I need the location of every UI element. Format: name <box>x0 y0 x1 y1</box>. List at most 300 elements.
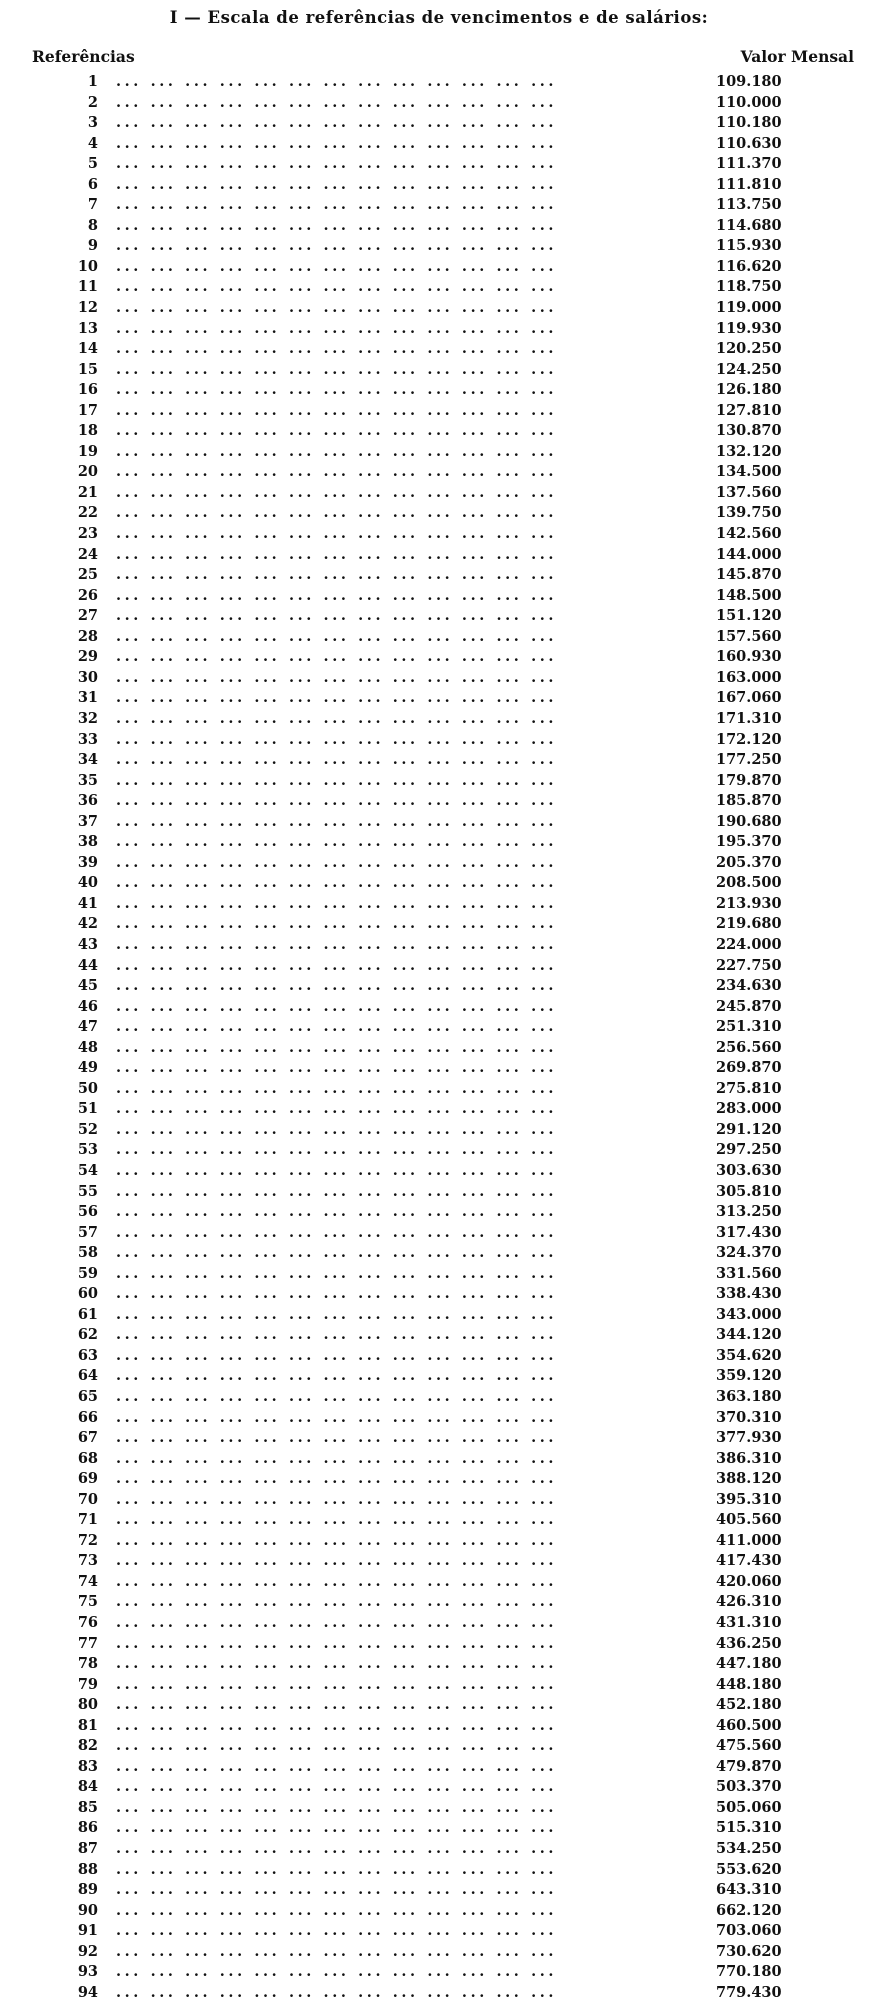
reference-number: 5 <box>87 155 98 173</box>
reference-number: 79 <box>77 1675 98 1693</box>
reference-number: 82 <box>77 1737 98 1755</box>
dot-leader: ... ... ... ... ... ... ... ... ... ... ... ... ... <box>116 278 558 296</box>
table-row <box>0 647 878 668</box>
table-row <box>0 935 878 956</box>
table-row <box>0 236 878 257</box>
dot-leader: ... ... ... ... ... ... ... ... ... ... ... ... ... <box>116 1223 558 1241</box>
dot-leader: ... ... ... ... ... ... ... ... ... ... ... ... ... <box>116 668 558 686</box>
reference-number: 11 <box>77 278 98 296</box>
monthly-value: 111.810 <box>716 175 782 193</box>
table-row <box>0 1613 878 1634</box>
dot-leader: ... ... ... ... ... ... ... ... ... ... ... ... ... <box>116 216 558 234</box>
dot-leader: ... ... ... ... ... ... ... ... ... ... ... ... ... <box>116 1346 558 1364</box>
monthly-value: 317.430 <box>716 1223 782 1241</box>
monthly-value: 134.500 <box>716 463 782 481</box>
dot-leader: ... ... ... ... ... ... ... ... ... ... ... ... ... <box>116 1634 558 1652</box>
monthly-value: 426.310 <box>716 1593 782 1611</box>
dot-leader: ... ... ... ... ... ... ... ... ... ... ... ... ... <box>116 1778 558 1796</box>
reference-number: 91 <box>77 1922 98 1940</box>
monthly-value: 160.930 <box>716 648 782 666</box>
table-row <box>0 565 878 586</box>
table-row <box>0 976 878 997</box>
reference-number: 84 <box>77 1778 98 1796</box>
monthly-value: 313.250 <box>716 1203 782 1221</box>
monthly-value: 144.000 <box>716 545 782 563</box>
table-row <box>0 1942 878 1963</box>
table-row <box>0 154 878 175</box>
dot-leader: ... ... ... ... ... ... ... ... ... ... ... ... ... <box>116 1182 558 1200</box>
dot-leader: ... ... ... ... ... ... ... ... ... ... ... ... ... <box>116 1244 558 1262</box>
monthly-value: 475.560 <box>716 1737 782 1755</box>
table-row <box>0 1757 878 1778</box>
monthly-value: 359.120 <box>716 1367 782 1385</box>
reference-number: 45 <box>77 977 98 995</box>
table-row <box>0 1161 878 1182</box>
monthly-value: 167.060 <box>716 689 782 707</box>
monthly-value: 460.500 <box>716 1716 782 1734</box>
reference-number: 27 <box>77 607 98 625</box>
table-row <box>0 1243 878 1264</box>
table-row <box>0 524 878 545</box>
reference-number: 53 <box>77 1141 98 1159</box>
table-row <box>0 401 878 422</box>
dot-leader: ... ... ... ... ... ... ... ... ... ... ... ... ... <box>116 956 558 974</box>
monthly-value: 145.870 <box>716 566 782 584</box>
dot-leader: ... ... ... ... ... ... ... ... ... ... ... ... ... <box>116 1470 558 1488</box>
dot-leader: ... ... ... ... ... ... ... ... ... ... ... ... ... <box>116 1079 558 1097</box>
monthly-value: 110.000 <box>716 93 782 111</box>
reference-number: 26 <box>77 586 98 604</box>
reference-number: 77 <box>77 1634 98 1652</box>
reference-number: 12 <box>77 299 98 317</box>
dot-leader: ... ... ... ... ... ... ... ... ... ... ... ... ... <box>116 1942 558 1960</box>
table-row <box>0 1305 878 1326</box>
table-row <box>0 1140 878 1161</box>
table-row <box>0 894 878 915</box>
reference-number: 18 <box>77 422 98 440</box>
monthly-value: 110.630 <box>716 134 782 152</box>
dot-leader: ... ... ... ... ... ... ... ... ... ... ... ... ... <box>116 1408 558 1426</box>
table-row <box>0 1428 878 1449</box>
table-row <box>0 1962 878 1983</box>
table-row <box>0 298 878 319</box>
dot-leader: ... ... ... ... ... ... ... ... ... ... ... ... ... <box>116 1038 558 1056</box>
dot-leader: ... ... ... ... ... ... ... ... ... ... ... ... ... <box>116 997 558 1015</box>
table-row <box>0 1079 878 1100</box>
monthly-value: 344.120 <box>716 1326 782 1344</box>
reference-number: 10 <box>77 257 98 275</box>
column-header-monthly-value: Valor Mensal <box>740 47 854 66</box>
table-row <box>0 442 878 463</box>
table-row <box>0 503 878 524</box>
dot-leader: ... ... ... ... ... ... ... ... ... ... ... ... ... <box>116 709 558 727</box>
table-row <box>0 421 878 442</box>
dot-leader: ... ... ... ... ... ... ... ... ... ... ... ... ... <box>116 1490 558 1508</box>
monthly-value: 179.870 <box>716 771 782 789</box>
dot-leader: ... ... ... ... ... ... ... ... ... ... ... ... ... <box>116 1840 558 1858</box>
reference-number: 22 <box>77 504 98 522</box>
reference-number: 40 <box>77 874 98 892</box>
reference-number: 19 <box>77 442 98 460</box>
reference-number: 4 <box>87 134 98 152</box>
monthly-value: 643.310 <box>716 1881 782 1899</box>
table-row <box>0 1572 878 1593</box>
reference-number: 67 <box>77 1429 98 1447</box>
reference-number: 28 <box>77 627 98 645</box>
dot-leader: ... ... ... ... ... ... ... ... ... ... ... ... ... <box>116 1059 558 1077</box>
reference-number: 31 <box>77 689 98 707</box>
dot-leader: ... ... ... ... ... ... ... ... ... ... ... ... ... <box>116 1100 558 1118</box>
monthly-value: 219.680 <box>716 915 782 933</box>
monthly-value: 126.180 <box>716 381 782 399</box>
monthly-value: 157.560 <box>716 627 782 645</box>
reference-number: 2 <box>87 93 98 111</box>
dot-leader: ... ... ... ... ... ... ... ... ... ... ... ... ... <box>116 175 558 193</box>
reference-number: 74 <box>77 1572 98 1590</box>
reference-number: 33 <box>77 730 98 748</box>
reference-number: 71 <box>77 1511 98 1529</box>
dot-leader: ... ... ... ... ... ... ... ... ... ... ... ... ... <box>116 1819 558 1837</box>
reference-number: 23 <box>77 525 98 543</box>
table-row <box>0 1551 878 1572</box>
table-row <box>0 832 878 853</box>
monthly-value: 227.750 <box>716 956 782 974</box>
column-header-references: Referências <box>32 47 135 66</box>
table-row <box>0 1058 878 1079</box>
dot-leader: ... ... ... ... ... ... ... ... ... ... ... ... ... <box>116 730 558 748</box>
reference-number: 90 <box>77 1901 98 1919</box>
table-row <box>0 175 878 196</box>
reference-number: 76 <box>77 1614 98 1632</box>
dot-leader: ... ... ... ... ... ... ... ... ... ... ... ... ... <box>116 853 558 871</box>
monthly-value: 452.180 <box>716 1696 782 1714</box>
monthly-value: 305.810 <box>716 1182 782 1200</box>
reference-number: 6 <box>87 175 98 193</box>
table-row <box>0 380 878 401</box>
monthly-value: 109.180 <box>716 73 782 90</box>
reference-number: 78 <box>77 1655 98 1673</box>
monthly-value: 111.370 <box>716 155 782 173</box>
reference-number: 62 <box>77 1326 98 1344</box>
reference-number: 35 <box>77 771 98 789</box>
dot-leader: ... ... ... ... ... ... ... ... ... ... ... ... ... <box>116 792 558 810</box>
monthly-value: 395.310 <box>716 1490 782 1508</box>
dot-leader: ... ... ... ... ... ... ... ... ... ... ... ... ... <box>116 1120 558 1138</box>
table-row <box>0 1921 878 1942</box>
table-row <box>0 113 878 134</box>
table-row <box>0 545 878 566</box>
dot-leader: ... ... ... ... ... ... ... ... ... ... ... ... ... <box>116 1922 558 1940</box>
dot-leader: ... ... ... ... ... ... ... ... ... ... ... ... ... <box>116 299 558 317</box>
table-row <box>0 1284 878 1305</box>
monthly-value: 324.370 <box>716 1244 782 1262</box>
dot-leader: ... ... ... ... ... ... ... ... ... ... ... ... ... <box>116 566 558 584</box>
table-row <box>0 586 878 607</box>
table-row <box>0 216 878 237</box>
reference-number: 9 <box>87 237 98 255</box>
reference-number: 52 <box>77 1120 98 1138</box>
dot-leader: ... ... ... ... ... ... ... ... ... ... ... ... ... <box>116 1429 558 1447</box>
reference-number: 55 <box>77 1182 98 1200</box>
reference-number: 42 <box>77 915 98 933</box>
table-row <box>0 771 878 792</box>
monthly-value: 662.120 <box>716 1901 782 1919</box>
reference-number: 30 <box>77 668 98 686</box>
monthly-value: 142.560 <box>716 525 782 543</box>
reference-number: 46 <box>77 997 98 1015</box>
dot-leader: ... ... ... ... ... ... ... ... ... ... ... ... ... <box>116 1141 558 1159</box>
table-row <box>0 1798 878 1819</box>
table-row <box>0 1120 878 1141</box>
table-row <box>0 319 878 340</box>
dot-leader: ... ... ... ... ... ... ... ... ... ... ... ... ... <box>116 586 558 604</box>
reference-number: 7 <box>87 196 98 214</box>
monthly-value: 185.870 <box>716 792 782 810</box>
dot-leader: ... ... ... ... ... ... ... ... ... ... ... ... ... <box>116 1018 558 1036</box>
table-row <box>0 709 878 730</box>
dot-leader: ... ... ... ... ... ... ... ... ... ... ... ... ... <box>116 381 558 399</box>
dot-leader: ... ... ... ... ... ... ... ... ... ... ... ... ... <box>116 607 558 625</box>
table-row <box>0 339 878 360</box>
dot-leader: ... ... ... ... ... ... ... ... ... ... ... ... ... <box>116 1798 558 1816</box>
dot-leader: ... ... ... ... ... ... ... ... ... ... ... ... ... <box>116 1203 558 1221</box>
table-row <box>0 812 878 833</box>
reference-number: 94 <box>77 1983 98 2001</box>
monthly-value: 447.180 <box>716 1655 782 1673</box>
monthly-value: 515.310 <box>716 1819 782 1837</box>
dot-leader: ... ... ... ... ... ... ... ... ... ... ... ... ... <box>116 1614 558 1632</box>
dot-leader: ... ... ... ... ... ... ... ... ... ... ... ... ... <box>116 525 558 543</box>
table-row <box>0 1634 878 1655</box>
dot-leader: ... ... ... ... ... ... ... ... ... ... ... ... ... <box>116 1264 558 1282</box>
dot-leader: ... ... ... ... ... ... ... ... ... ... ... ... ... <box>116 1675 558 1693</box>
monthly-value: 115.930 <box>716 237 782 255</box>
reference-number: 32 <box>77 709 98 727</box>
reference-number: 25 <box>77 566 98 584</box>
dot-leader: ... ... ... ... ... ... ... ... ... ... ... ... ... <box>116 977 558 995</box>
monthly-value: 503.370 <box>716 1778 782 1796</box>
reference-number: 14 <box>77 340 98 358</box>
reference-number: 17 <box>77 401 98 419</box>
monthly-value: 114.680 <box>716 216 782 234</box>
reference-number: 36 <box>77 792 98 810</box>
dot-leader: ... ... ... ... ... ... ... ... ... ... ... ... ... <box>116 483 558 501</box>
dot-leader: ... ... ... ... ... ... ... ... ... ... ... ... ... <box>116 1696 558 1714</box>
reference-number: 64 <box>77 1367 98 1385</box>
dot-leader: ... ... ... ... ... ... ... ... ... ... ... ... ... <box>116 442 558 460</box>
reference-number: 70 <box>77 1490 98 1508</box>
table-row <box>0 688 878 709</box>
dot-leader: ... ... ... ... ... ... ... ... ... ... ... ... ... <box>116 915 558 933</box>
monthly-value: 119.930 <box>716 319 782 337</box>
dot-leader: ... ... ... ... ... ... ... ... ... ... ... ... ... <box>116 1326 558 1344</box>
table-row <box>0 627 878 648</box>
reference-number: 68 <box>77 1449 98 1467</box>
monthly-value: 417.430 <box>716 1552 782 1570</box>
table-row <box>0 1880 878 1901</box>
monthly-value: 730.620 <box>716 1942 782 1960</box>
dot-leader: ... ... ... ... ... ... ... ... ... ... ... ... ... <box>116 1449 558 1467</box>
monthly-value: 331.560 <box>716 1264 782 1282</box>
monthly-value: 148.500 <box>716 586 782 604</box>
reference-number: 57 <box>77 1223 98 1241</box>
table-row <box>0 668 878 689</box>
monthly-value: 553.620 <box>716 1860 782 1878</box>
monthly-value: 127.810 <box>716 401 782 419</box>
monthly-value: 343.000 <box>716 1305 782 1323</box>
table-row <box>0 730 878 751</box>
monthly-value: 132.120 <box>716 442 782 460</box>
reference-number: 75 <box>77 1593 98 1611</box>
monthly-value: 119.000 <box>716 299 782 317</box>
monthly-value: 448.180 <box>716 1675 782 1693</box>
table-row <box>0 750 878 771</box>
monthly-value: 377.930 <box>716 1429 782 1447</box>
reference-number: 43 <box>77 935 98 953</box>
monthly-value: 163.000 <box>716 668 782 686</box>
reference-number: 48 <box>77 1038 98 1056</box>
table-row <box>0 956 878 977</box>
table-row <box>0 1449 878 1470</box>
monthly-value: 405.560 <box>716 1511 782 1529</box>
monthly-value: 386.310 <box>716 1449 782 1467</box>
dot-leader: ... ... ... ... ... ... ... ... ... ... ... ... ... <box>116 1963 558 1981</box>
dot-leader: ... ... ... ... ... ... ... ... ... ... ... ... ... <box>116 422 558 440</box>
reference-number: 47 <box>77 1018 98 1036</box>
table-row <box>0 1777 878 1798</box>
dot-leader: ... ... ... ... ... ... ... ... ... ... ... ... ... <box>116 545 558 563</box>
monthly-value: 130.870 <box>716 422 782 440</box>
dot-leader: ... ... ... ... ... ... ... ... ... ... ... ... ... <box>116 1572 558 1590</box>
reference-number: 49 <box>77 1059 98 1077</box>
reference-number: 86 <box>77 1819 98 1837</box>
monthly-value: 338.430 <box>716 1285 782 1303</box>
monthly-value: 420.060 <box>716 1572 782 1590</box>
dot-leader: ... ... ... ... ... ... ... ... ... ... ... ... ... <box>116 1716 558 1734</box>
reference-number: 60 <box>77 1285 98 1303</box>
monthly-value: 151.120 <box>716 607 782 625</box>
table-row <box>0 93 878 114</box>
reference-number: 93 <box>77 1963 98 1981</box>
monthly-value: 137.560 <box>716 483 782 501</box>
table-row <box>0 257 878 278</box>
reference-number: 65 <box>77 1388 98 1405</box>
table-row <box>0 1695 878 1716</box>
reference-number: 56 <box>77 1203 98 1221</box>
dot-leader: ... ... ... ... ... ... ... ... ... ... ... ... ... <box>116 1593 558 1611</box>
table-row <box>0 1387 878 1408</box>
table-row <box>0 1346 878 1367</box>
table-row <box>0 1366 878 1387</box>
table-row <box>0 1408 878 1429</box>
reference-number: 8 <box>87 216 98 234</box>
reference-number: 63 <box>77 1346 98 1364</box>
reference-number: 50 <box>77 1079 98 1097</box>
reference-number: 58 <box>77 1244 98 1262</box>
dot-leader: ... ... ... ... ... ... ... ... ... ... ... ... ... <box>116 1367 558 1385</box>
monthly-value: 120.250 <box>716 340 782 358</box>
reference-number: 72 <box>77 1531 98 1549</box>
reference-number: 66 <box>77 1408 98 1426</box>
reference-number: 89 <box>77 1881 98 1899</box>
monthly-value: 479.870 <box>716 1757 782 1775</box>
reference-number: 73 <box>77 1552 98 1570</box>
dot-leader: ... ... ... ... ... ... ... ... ... ... ... ... ... <box>116 1881 558 1899</box>
dot-leader: ... ... ... ... ... ... ... ... ... ... ... ... ... <box>116 1737 558 1755</box>
dot-leader: ... ... ... ... ... ... ... ... ... ... ... ... ... <box>116 627 558 645</box>
monthly-value: 363.180 <box>716 1388 782 1405</box>
dot-leader: ... ... ... ... ... ... ... ... ... ... ... ... ... <box>116 894 558 912</box>
reference-number: 3 <box>87 114 98 132</box>
reference-number: 92 <box>77 1942 98 1960</box>
reference-number: 41 <box>77 894 98 912</box>
reference-number: 24 <box>77 545 98 563</box>
dot-leader: ... ... ... ... ... ... ... ... ... ... ... ... ... <box>116 1983 558 2001</box>
reference-number: 83 <box>77 1757 98 1775</box>
monthly-value: 113.750 <box>716 196 782 214</box>
monthly-value: 171.310 <box>716 709 782 727</box>
table-row <box>0 997 878 1018</box>
monthly-value: 195.370 <box>716 833 782 851</box>
page-title: I — Escala de referências de vencimentos e de salários: <box>169 8 709 27</box>
table-row <box>0 72 878 93</box>
table-row <box>0 1325 878 1346</box>
dot-leader: ... ... ... ... ... ... ... ... ... ... ... ... ... <box>116 134 558 152</box>
dot-leader: ... ... ... ... ... ... ... ... ... ... ... ... ... <box>116 833 558 851</box>
dot-leader: ... ... ... ... ... ... ... ... ... ... ... ... ... <box>116 935 558 953</box>
dot-leader: ... ... ... ... ... ... ... ... ... ... ... ... ... <box>116 1305 558 1323</box>
monthly-value: 770.180 <box>716 1963 782 1981</box>
monthly-value: 118.750 <box>716 278 782 296</box>
table-row <box>0 873 878 894</box>
dot-leader: ... ... ... ... ... ... ... ... ... ... ... ... ... <box>116 1860 558 1878</box>
table-row <box>0 791 878 812</box>
reference-number: 38 <box>77 833 98 851</box>
reference-number: 54 <box>77 1161 98 1179</box>
dot-leader: ... ... ... ... ... ... ... ... ... ... ... ... ... <box>116 874 558 892</box>
monthly-value: 411.000 <box>716 1531 782 1549</box>
table-row <box>0 1182 878 1203</box>
table-row <box>0 1038 878 1059</box>
dot-leader: ... ... ... ... ... ... ... ... ... ... ... ... ... <box>116 401 558 419</box>
table-row <box>0 1223 878 1244</box>
salary-scale-table <box>0 72 878 2003</box>
reference-number: 59 <box>77 1264 98 1282</box>
monthly-value: 303.630 <box>716 1161 782 1179</box>
dot-leader: ... ... ... ... ... ... ... ... ... ... ... ... ... <box>116 319 558 337</box>
table-row <box>0 1983 878 2003</box>
monthly-value: 124.250 <box>716 360 782 378</box>
dot-leader: ... ... ... ... ... ... ... ... ... ... ... ... ... <box>116 114 558 132</box>
dot-leader: ... ... ... ... ... ... ... ... ... ... ... ... ... <box>116 463 558 481</box>
dot-leader: ... ... ... ... ... ... ... ... ... ... ... ... ... <box>116 504 558 522</box>
dot-leader: ... ... ... ... ... ... ... ... ... ... ... ... ... <box>116 1901 558 1919</box>
dot-leader: ... ... ... ... ... ... ... ... ... ... ... ... ... <box>116 751 558 769</box>
dot-leader: ... ... ... ... ... ... ... ... ... ... ... ... ... <box>116 1531 558 1549</box>
monthly-value: 370.310 <box>716 1408 782 1426</box>
table-row <box>0 1736 878 1757</box>
monthly-value: 110.180 <box>716 114 782 132</box>
monthly-value: 283.000 <box>716 1100 782 1118</box>
dot-leader: ... ... ... ... ... ... ... ... ... ... ... ... ... <box>116 689 558 707</box>
dot-leader: ... ... ... ... ... ... ... ... ... ... ... ... ... <box>116 771 558 789</box>
monthly-value: 205.370 <box>716 853 782 871</box>
table-row <box>0 1716 878 1737</box>
dot-leader: ... ... ... ... ... ... ... ... ... ... ... ... ... <box>116 155 558 173</box>
dot-leader: ... ... ... ... ... ... ... ... ... ... ... ... ... <box>116 1655 558 1673</box>
dot-leader: ... ... ... ... ... ... ... ... ... ... ... ... ... <box>116 648 558 666</box>
dot-leader: ... ... ... ... ... ... ... ... ... ... ... ... ... <box>116 1285 558 1303</box>
